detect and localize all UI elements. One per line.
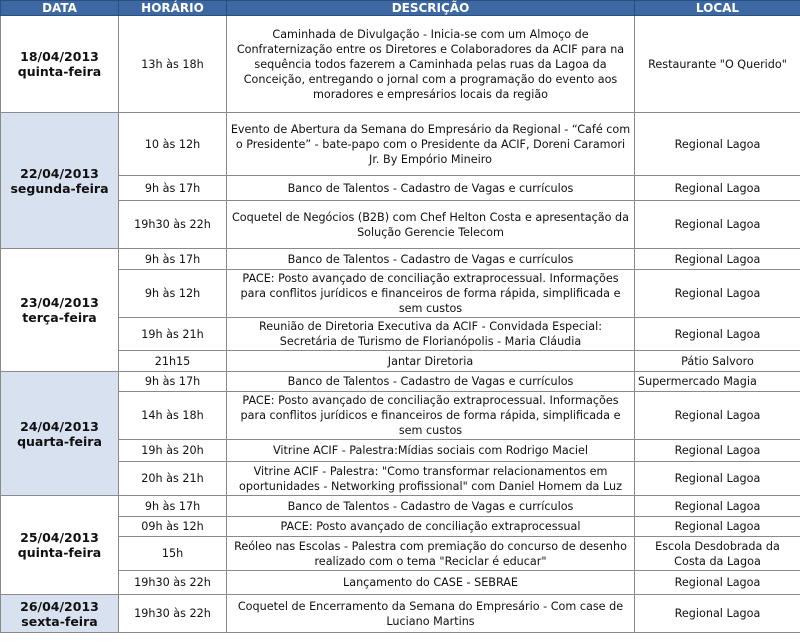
location-cell: Regional Lagoa [635, 201, 800, 249]
header-horario: HORÁRIO [119, 1, 227, 16]
weekday: segunda-feira [10, 180, 109, 196]
date-cell [1, 372, 119, 496]
table-row [1, 496, 800, 517]
description-cell: Banco de Talentos - Cadastro de Vagas e currículos [227, 372, 635, 392]
table-row [1, 392, 800, 440]
description-cell: Banco de Talentos - Cadastro de Vagas e currículos [227, 249, 635, 270]
table-row [1, 595, 800, 633]
description-cell: Coquetel de Encerramento da Semana do Empresário - Com case de Luciano Martins [227, 595, 635, 633]
description-cell: Reunião de Diretoria Executiva da ACIF - Convidada Especial: Secretária de Turismo de Florianópolis - Maria Cláudia [227, 318, 635, 351]
header-descricao: DESCRIÇÃO [227, 1, 635, 16]
description-cell: Reóleo nas Escolas - Palestra com premiação do concurso de desenho realizado com o tema "Reciclar é educar" [227, 537, 635, 571]
time-cell: 13h às 18h [119, 16, 227, 113]
table-row [1, 249, 800, 270]
date-value: 22/04/2013 [20, 165, 99, 181]
time-cell: 10 às 12h [119, 113, 227, 176]
table-row [1, 201, 800, 249]
location-cell: Supermercado Magia [635, 372, 800, 392]
description-cell: Jantar Diretoria [227, 351, 635, 372]
table-row [1, 351, 800, 372]
time-cell: 9h às 17h [119, 249, 227, 270]
table-row [1, 113, 800, 176]
location-cell: Pátio Salvoro [635, 351, 800, 372]
time-cell: 19h às 21h [119, 318, 227, 351]
location-cell: Escola Desdobrada da Costa da Lagoa [635, 537, 800, 571]
time-cell: 9h às 17h [119, 496, 227, 517]
description-cell: Banco de Talentos - Cadastro de Vagas e currículos [227, 496, 635, 517]
time-cell: 15h [119, 537, 227, 571]
time-cell: 19h às 20h [119, 440, 227, 462]
table-row [1, 462, 800, 496]
time-cell: 14h às 18h [119, 392, 227, 440]
table-row [1, 318, 800, 351]
description-cell: Vitrine ACIF - Palestra: "Como transformar relacionamentos em oportunidades - Networking profissional" com Daniel Homem da Luz [227, 462, 635, 496]
location-cell: Regional Lagoa [635, 113, 800, 176]
weekday: quinta-feira [17, 64, 102, 79]
table-row [1, 571, 800, 595]
time-cell: 9h às 12h [119, 270, 227, 318]
date-value: 18/04/2013 [20, 49, 99, 64]
description-cell: Caminhada de Divulgação - Inicia-se com um Almoço de Confraternização entre os Diretores e Colaboradores da ACIF para na sequência todos fazerem a Caminhada pelas ruas da Lagoa da Conceição, entregando o jornal com a programação do evento aos moradores e empresários locais da região [227, 16, 635, 113]
description-cell: Banco de Talentos - Cadastro de Vagas e currículos [227, 176, 635, 201]
date-cell [1, 595, 119, 633]
date-cell [1, 249, 119, 372]
header-row [1, 1, 800, 16]
location-cell: Regional Lagoa [635, 176, 800, 201]
table-row [1, 537, 800, 571]
header-data: DATA [1, 1, 119, 16]
description-cell: Coquetel de Negócios (B2B) com Chef Helton Costa e apresentação da Solução Gerencie Telecom [227, 201, 635, 249]
description-cell: PACE: Posto avançado de conciliação extraprocessual. Informações para conflitos jurídicos e financeiros de forma rápida, simplificada e sem custos [227, 392, 635, 440]
time-cell: 21h15 [119, 351, 227, 372]
location-cell: Regional Lagoa [635, 440, 800, 462]
date-value: 23/04/2013 [20, 295, 99, 310]
header-local: LOCAL [635, 1, 800, 16]
time-cell: 09h às 12h [119, 517, 227, 537]
table-row [1, 270, 800, 318]
location-cell: Regional Lagoa [635, 318, 800, 351]
location-cell: Regional Lagoa [635, 571, 800, 595]
table-row [1, 517, 800, 537]
time-cell: 9h às 17h [119, 372, 227, 392]
location-cell: Regional Lagoa [635, 595, 800, 633]
location-cell: Regional Lagoa [635, 392, 800, 440]
table-row [1, 372, 800, 392]
location-cell: Restaurante "O Querido" [635, 16, 800, 113]
time-cell: 19h30 às 22h [119, 571, 227, 595]
date-cell [1, 496, 119, 595]
time-cell: 9h às 17h [119, 176, 227, 201]
description-cell: PACE: Posto avançado de conciliação extraprocessual [227, 517, 635, 537]
table-row [1, 176, 800, 201]
location-cell: Regional Lagoa [635, 496, 800, 517]
location-cell: Regional Lagoa [635, 517, 800, 537]
description-cell: Evento de Abertura da Semana do Empresário da Regional - “Café com o Presidente” - bate-papo com o Presidente da ACIF, Doreni Caramori Jr. By Empório Mineiro [227, 113, 635, 176]
weekday: quarta-feira [17, 433, 102, 449]
description-cell: Lançamento do CASE - SEBRAE [227, 571, 635, 595]
location-cell: Regional Lagoa [635, 462, 800, 496]
date-value: 24/04/2013 [20, 418, 99, 434]
description-cell: Vitrine ACIF - Palestra:Mídias sociais com Rodrigo Maciel [227, 440, 635, 462]
date-value: 25/04/2013 [20, 530, 99, 545]
time-cell: 19h30 às 22h [119, 201, 227, 249]
date-cell [1, 16, 119, 113]
time-cell: 20h às 21h [119, 462, 227, 496]
date-value: 26/04/2013 [20, 598, 99, 614]
weekday: quinta-feira [17, 545, 102, 560]
location-cell: Regional Lagoa [635, 249, 800, 270]
date-cell [1, 113, 119, 249]
location-cell: Regional Lagoa [635, 270, 800, 318]
table-row [1, 440, 800, 462]
table-row [1, 16, 800, 113]
weekday: terça-feira [22, 310, 97, 325]
weekday: sexta-feira [21, 613, 98, 629]
time-cell: 19h30 às 22h [119, 595, 227, 633]
description-cell: PACE: Posto avançado de conciliação extraprocessual. Informações para conflitos jurídicos e financeiros de forma rápida, simplificada e sem custos [227, 270, 635, 318]
